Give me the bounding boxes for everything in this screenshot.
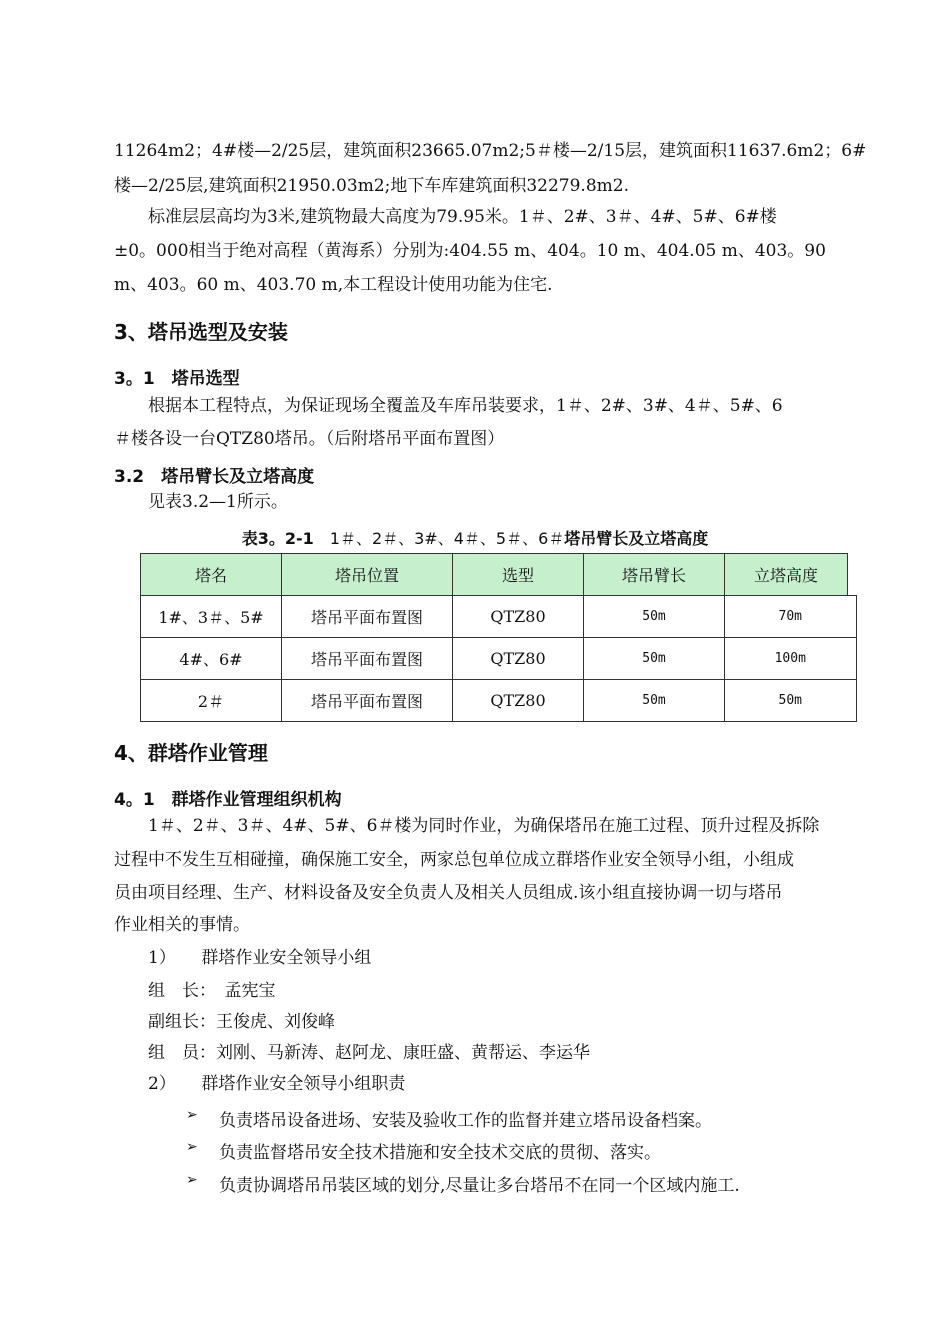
caption-buildings: 1＃、2＃、3#、4＃、5＃、6＃: [313, 529, 565, 548]
list-item: 2） 群塔作业安全领导小组职责: [148, 1074, 406, 1094]
list-item: 组 员：刘刚、马新涛、赵阿龙、康旺盛、黄帮运、李运华: [148, 1043, 590, 1063]
table-cell: QTZ80: [453, 595, 584, 637]
table-header-row: [141, 554, 857, 596]
table-row: [141, 595, 857, 637]
section-heading: 3、塔吊选型及安装: [114, 320, 288, 344]
table-row: [141, 679, 857, 721]
header-cell: 选型: [453, 554, 584, 596]
table-cell: 2＃: [141, 679, 282, 721]
table-edge-spacer: [848, 554, 857, 596]
paragraph-line: ±0。000相当于绝对高程（黄海系）分别为:404.55 m、404。10 m、404.05 m、403。90: [114, 241, 826, 261]
paragraph-line: 过程中不发生互相碰撞，确保施工安全，两家总包单位成立群塔作业安全领导小组，小组成: [114, 850, 794, 870]
table-cell: 塔吊平面布置图: [282, 679, 453, 721]
table-caption: [0, 526, 950, 549]
table-cell: 50m: [584, 595, 725, 637]
paragraph-line: 见表3.2—1所示。: [148, 492, 288, 512]
list-item: 1） 群塔作业安全领导小组: [148, 948, 372, 968]
caption-number: 表3。2-1: [241, 529, 314, 548]
table-cell: 70m: [725, 595, 857, 637]
subsection-heading: 4。1 群塔作业管理组织机构: [114, 790, 342, 810]
paragraph-line: ＃楼各设一台QTZ80塔吊。（后附塔吊平面布置图）: [114, 429, 505, 449]
arrow-bullet-icon: ➢: [186, 1107, 198, 1123]
table-cell: 塔吊平面布置图: [282, 637, 453, 679]
header-cell: 立塔高度: [725, 554, 848, 596]
table-cell: 50m: [584, 679, 725, 721]
table-cell: 50m: [584, 637, 725, 679]
header-cell: 塔名: [141, 554, 282, 596]
bullet-text: 负责塔吊设备进场、安装及验收工作的监督并建立塔吊设备档案。: [219, 1111, 712, 1131]
table-cell: QTZ80: [453, 679, 584, 721]
table-cell: 塔吊平面布置图: [282, 595, 453, 637]
table-cell: 1#、3＃、5#: [141, 595, 282, 637]
table-cell: 4#、6#: [141, 637, 282, 679]
caption-title: 塔吊臂长及立塔高度: [564, 529, 709, 548]
table-row: [141, 637, 857, 679]
arrow-bullet-icon: ➢: [186, 1172, 198, 1188]
table-cell: 100m: [725, 637, 857, 679]
bullet-text: 负责监督塔吊安全技术措施和安全技术交底的贯彻、落实。: [219, 1143, 661, 1163]
arrow-bullet-icon: ➢: [186, 1139, 198, 1155]
table-cell: QTZ80: [453, 637, 584, 679]
subsection-heading: 3。1 塔吊选型: [114, 369, 240, 389]
header-cell: 塔吊臂长: [584, 554, 725, 596]
tower-crane-table: [140, 553, 857, 722]
subsection-heading: 3.2 塔吊臂长及立塔高度: [114, 467, 315, 487]
paragraph-line: 作业相关的事情。: [114, 915, 250, 935]
paragraph-line: 11264m2；4#楼—2/25层，建筑面积23665.07m2;5＃楼—2/15层，建筑面积11637.6m2；6#: [114, 141, 867, 161]
paragraph-line: m、403。60 m、403.70 m,本工程设计使用功能为住宅.: [114, 275, 553, 295]
section-heading: 4、群塔作业管理: [114, 741, 268, 765]
header-cell: 塔吊位置: [282, 554, 453, 596]
list-item: 副组长：王俊虎、刘俊峰: [148, 1012, 335, 1032]
paragraph-line: 员由项目经理、生产、材料设备及安全负责人及相关人员组成.该小组直接协调一切与塔吊: [114, 883, 783, 903]
paragraph-line: 标准层层高均为3米,建筑物最大高度为79.95米。1＃、2#、3＃、4#、5#、6#楼: [148, 207, 777, 227]
paragraph-line: 1＃、2＃、3＃、4#、5#、6＃楼为同时作业，为确保塔吊在施工过程、顶升过程及拆除: [148, 816, 820, 836]
bullet-text: 负责协调塔吊吊装区域的划分,尽量让多台塔吊不在同一个区域内施工.: [219, 1176, 740, 1196]
list-item: 组 长： 孟宪宝: [148, 981, 276, 1001]
paragraph-line: 根据本工程特点，为保证现场全覆盖及车库吊装要求，1＃、2#、3#、4＃、5#、6: [148, 396, 783, 416]
table-cell: 50m: [725, 679, 857, 721]
paragraph-line: 楼—2/25层,建筑面积21950.03m2;地下车库建筑面积32279.8m2.: [114, 176, 629, 196]
